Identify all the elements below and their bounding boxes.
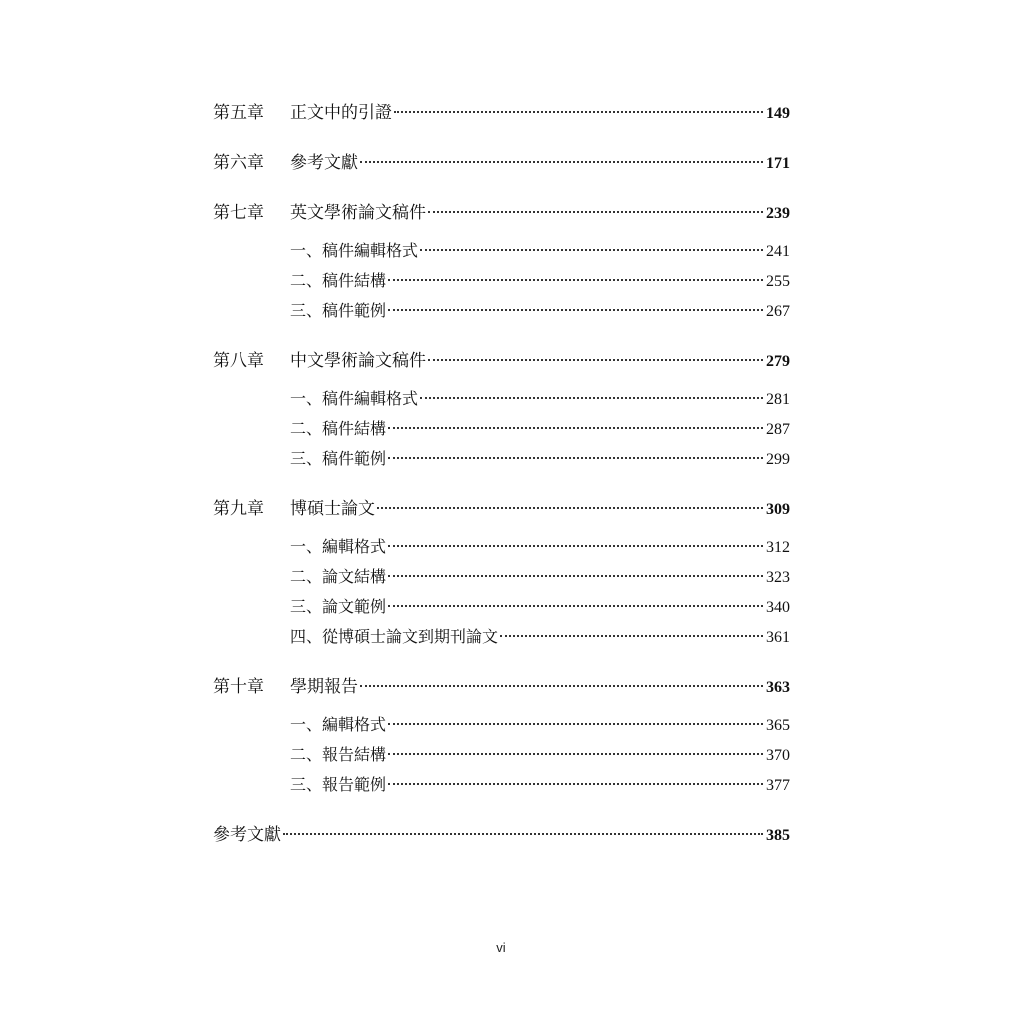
toc-chapter-8 — [213, 346, 790, 376]
toc-section — [213, 770, 790, 800]
toc-references — [213, 820, 790, 850]
toc-section — [213, 414, 790, 444]
dot-leader — [388, 545, 763, 547]
dot-leader — [388, 309, 763, 311]
toc-section — [213, 296, 790, 326]
page-number: 171 — [766, 155, 790, 172]
page-number: 365 — [766, 717, 790, 734]
chapter-title: 博碩士論文 — [290, 499, 375, 519]
toc-section — [213, 236, 790, 266]
toc-section — [213, 562, 790, 592]
dot-leader — [283, 833, 763, 835]
dot-leader — [428, 211, 763, 213]
dot-leader — [377, 507, 763, 509]
chapter-title: 正文中的引證 — [290, 103, 392, 123]
toc-section — [213, 622, 790, 652]
page-number: 363 — [766, 679, 790, 696]
page-number: 370 — [766, 747, 790, 764]
dot-leader — [428, 359, 763, 361]
chapter-title: 英文學術論文稿件 — [290, 203, 426, 223]
page-number: 377 — [766, 777, 790, 794]
section-title: 一、稿件編輯格式 — [290, 389, 419, 408]
dot-leader — [388, 279, 763, 281]
toc-chapter-9 — [213, 494, 790, 524]
dot-leader — [360, 161, 763, 163]
page-number: 299 — [766, 451, 790, 468]
dot-leader — [360, 685, 763, 687]
dot-leader — [420, 397, 763, 399]
dot-leader — [388, 575, 763, 577]
page-number: 361 — [766, 629, 790, 646]
toc-section — [213, 266, 790, 296]
chapter-title: 中文學術論文稿件 — [290, 351, 426, 371]
toc-section — [213, 532, 790, 562]
page-number: 340 — [766, 599, 790, 616]
page-number: 239 — [766, 205, 790, 222]
section-title: 二、報告結構 — [290, 745, 387, 764]
dot-leader — [420, 249, 763, 251]
page-number: 323 — [766, 569, 790, 586]
dot-leader — [388, 457, 763, 459]
page-number: 149 — [766, 105, 790, 122]
toc-section — [213, 710, 790, 740]
toc-chapter-6 — [213, 148, 790, 178]
dot-leader — [500, 635, 763, 637]
section-title: 一、稿件編輯格式 — [290, 241, 419, 260]
dot-leader — [388, 783, 763, 785]
toc-chapter-7 — [213, 198, 790, 228]
section-title: 二、論文結構 — [290, 567, 387, 586]
chapter-label: 第六章 — [213, 153, 264, 173]
dot-leader — [388, 427, 763, 429]
toc-section — [213, 740, 790, 770]
toc-section — [213, 592, 790, 622]
page-number: 267 — [766, 303, 790, 320]
section-title: 四、從博碩士論文到期刊論文 — [290, 627, 499, 646]
page-number: 281 — [766, 391, 790, 408]
chapter-label: 第七章 — [213, 203, 264, 223]
page-number: 385 — [766, 827, 790, 844]
table-of-contents — [213, 98, 790, 850]
chapter-label: 第十章 — [213, 677, 264, 697]
page-number: 241 — [766, 243, 790, 260]
chapter-title: 參考文獻 — [290, 153, 358, 173]
page-number: 279 — [766, 353, 790, 370]
toc-chapter-5 — [213, 98, 790, 128]
section-title: 二、稿件結構 — [290, 419, 387, 438]
toc-chapter-10 — [213, 672, 790, 702]
section-title: 一、編輯格式 — [290, 537, 387, 556]
chapter-label: 第八章 — [213, 351, 264, 371]
dot-leader — [388, 753, 763, 755]
chapter-title: 學期報告 — [290, 677, 358, 697]
section-title: 二、稿件結構 — [290, 271, 387, 290]
chapter-label: 第九章 — [213, 499, 264, 519]
dot-leader — [394, 111, 763, 113]
references-title: 參考文獻 — [213, 825, 281, 845]
section-title: 三、報告範例 — [290, 775, 387, 794]
section-title: 三、稿件範例 — [290, 449, 387, 468]
toc-section — [213, 444, 790, 474]
section-title: 三、稿件範例 — [290, 301, 387, 320]
chapter-label: 第五章 — [213, 103, 264, 123]
dot-leader — [388, 605, 763, 607]
toc-section — [213, 384, 790, 414]
dot-leader — [388, 723, 763, 725]
page-number: 309 — [766, 501, 790, 518]
page-folio: vi — [496, 940, 506, 955]
page-number: 255 — [766, 273, 790, 290]
page-number: 312 — [766, 539, 790, 556]
page-number: 287 — [766, 421, 790, 438]
section-title: 一、編輯格式 — [290, 715, 387, 734]
section-title: 三、論文範例 — [290, 597, 387, 616]
